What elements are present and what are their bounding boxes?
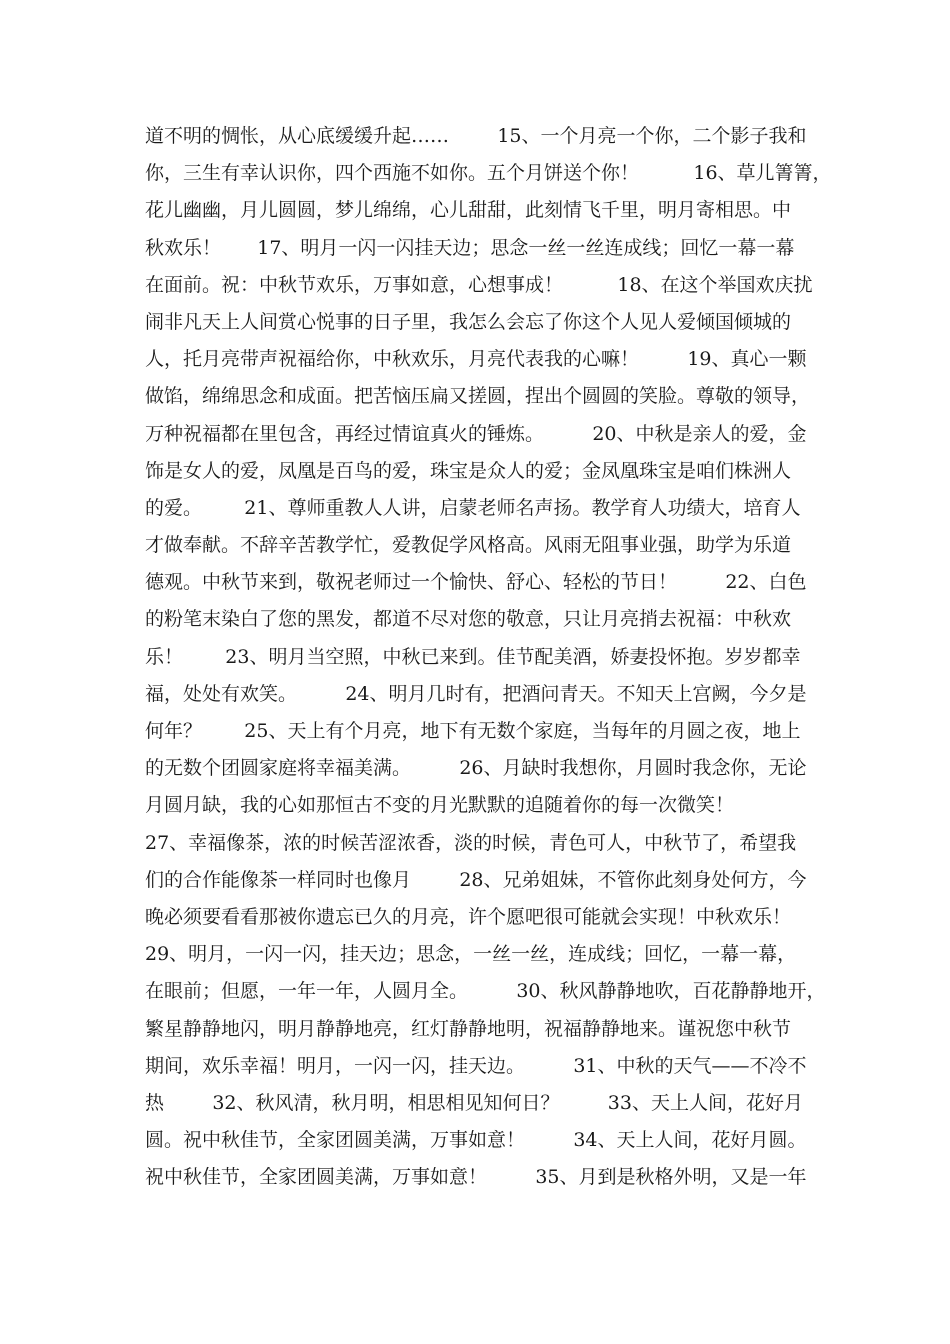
text-line: 做馅，绵绵思念和成面。把苦恼压扁又搓圆，捏出个圆圆的笑脸。尊敬的领导， xyxy=(145,385,811,408)
text-line: 闹非凡天上人间赏心悦事的日子里，我怎么会忘了你这个人见人爱倾国倾城的 xyxy=(145,310,792,333)
text-line: 繁星静静地闪，明月静静地亮，红灯静静地明，祝福静静地来。谨祝您中秋节 xyxy=(145,1017,792,1040)
text-line: 饰是女人的爱，凤凰是百鸟的爱，珠宝是众人的爱；金凤凰珠宝是咱们株洲人 xyxy=(145,459,792,482)
text-line: 27、幸福像茶，浓的时候苦涩浓香，淡的时候，青色可人，中秋节了，希望我 xyxy=(145,831,797,854)
text-line: 何年？ 25、天上有个月亮，地下有无数个家庭，当每年的月圆之夜，地上 xyxy=(145,720,801,742)
text-line: 道不明的惆怅，从心底缓缓升起…… 15、一个月亮一个你，二个影子我和 xyxy=(145,125,807,147)
text-line: 在面前。祝：中秋节欢乐，万事如意，心想事成！ 18、在这个举国欢庆扰 xyxy=(145,273,813,296)
text-line: 花儿幽幽，月儿圆圆，梦儿绵绵，心儿甜甜，此刻情飞千里，明月寄相思。中 xyxy=(145,199,792,222)
text-line: 29、明月，一闪一闪，挂天边；思念，一丝一丝，连成线；回忆，一幕一幕， xyxy=(145,943,797,966)
text-line: 的粉笔末染白了您的黑发，都道不尽对您的敬意，只让月亮捎去祝福：中秋欢 xyxy=(145,608,792,631)
text-line: 月圆月缺，我的心如那恒古不变的月光默默的追随着你的每一次微笑！ xyxy=(145,794,735,817)
text-line: 福，处处有欢笑。 24、明月几时有，把酒问青天。不知天上宫阙，今夕是 xyxy=(145,682,807,705)
text-line: 晚必须要看看那被你遗忘已久的月亮，许个愿吧很可能就会实现！中秋欢乐！ xyxy=(145,905,792,928)
text-line: 万种祝福都在里包含，再经过情谊真火的锤炼。 20、中秋是亲人的爱，金 xyxy=(145,422,807,445)
body-text xyxy=(145,118,832,1196)
text-line: 才做奉献。不辞辛苦教学忙，爱教促学风格高。风雨无阻事业强，助学为乐道 xyxy=(145,534,792,557)
text-line: 德观。中秋节来到，敬祝老师过一个愉快、舒心、轻松的节日！ 22、白色 xyxy=(145,571,807,594)
text-line: 的无数个团圆家庭将幸福美满。 26、月缺时我想你，月圆时我念你，无论 xyxy=(145,757,807,780)
text-line: 们的合作能像茶一样同时也像月 28、兄弟姐妹，不管你此刻身处何方，今 xyxy=(145,868,807,891)
text-line: 乐！ 23、明月当空照，中秋已来到。佳节配美酒，娇妻投怀抱。岁岁都幸 xyxy=(145,645,801,668)
text-line: 祝中秋佳节，全家团圆美满，万事如意！ 35、月到是秋格外明，又是一年 xyxy=(145,1166,807,1189)
text-line: 圆。祝中秋佳节，全家团圆美满，万事如意！ 34、天上人间，花好月圆。 xyxy=(145,1129,807,1152)
text-line: 在眼前；但愿，一年一年，人圆月全。 30、秋风静静地吹，百花静静地开， xyxy=(145,980,826,1003)
text-line: 期间，欢乐幸福！明月，一闪一闪，挂天边。 31、中秋的天气——不冷不 xyxy=(145,1054,807,1077)
text-line: 热 32、秋风清，秋月明，相思相见知何日？ 33、天上人间，花好月 xyxy=(145,1091,803,1114)
text-line: 秋欢乐！ 17、明月一闪一闪挂天边；思念一丝一丝连成线；回忆一幕一幕 xyxy=(145,236,795,259)
text-line: 你，三生有幸认识你，四个西施不如你。五个月饼送个你！ 16、草儿箐箐， xyxy=(145,162,832,185)
text-line: 人，托月亮带声祝福给你，中秋欢乐，月亮代表我的心嘛！ 19、真心一颗 xyxy=(145,348,807,371)
text-line: 的爱。 21、尊师重教人人讲，启蒙老师名声扬。教学育人功绩大，培育人 xyxy=(145,496,801,519)
